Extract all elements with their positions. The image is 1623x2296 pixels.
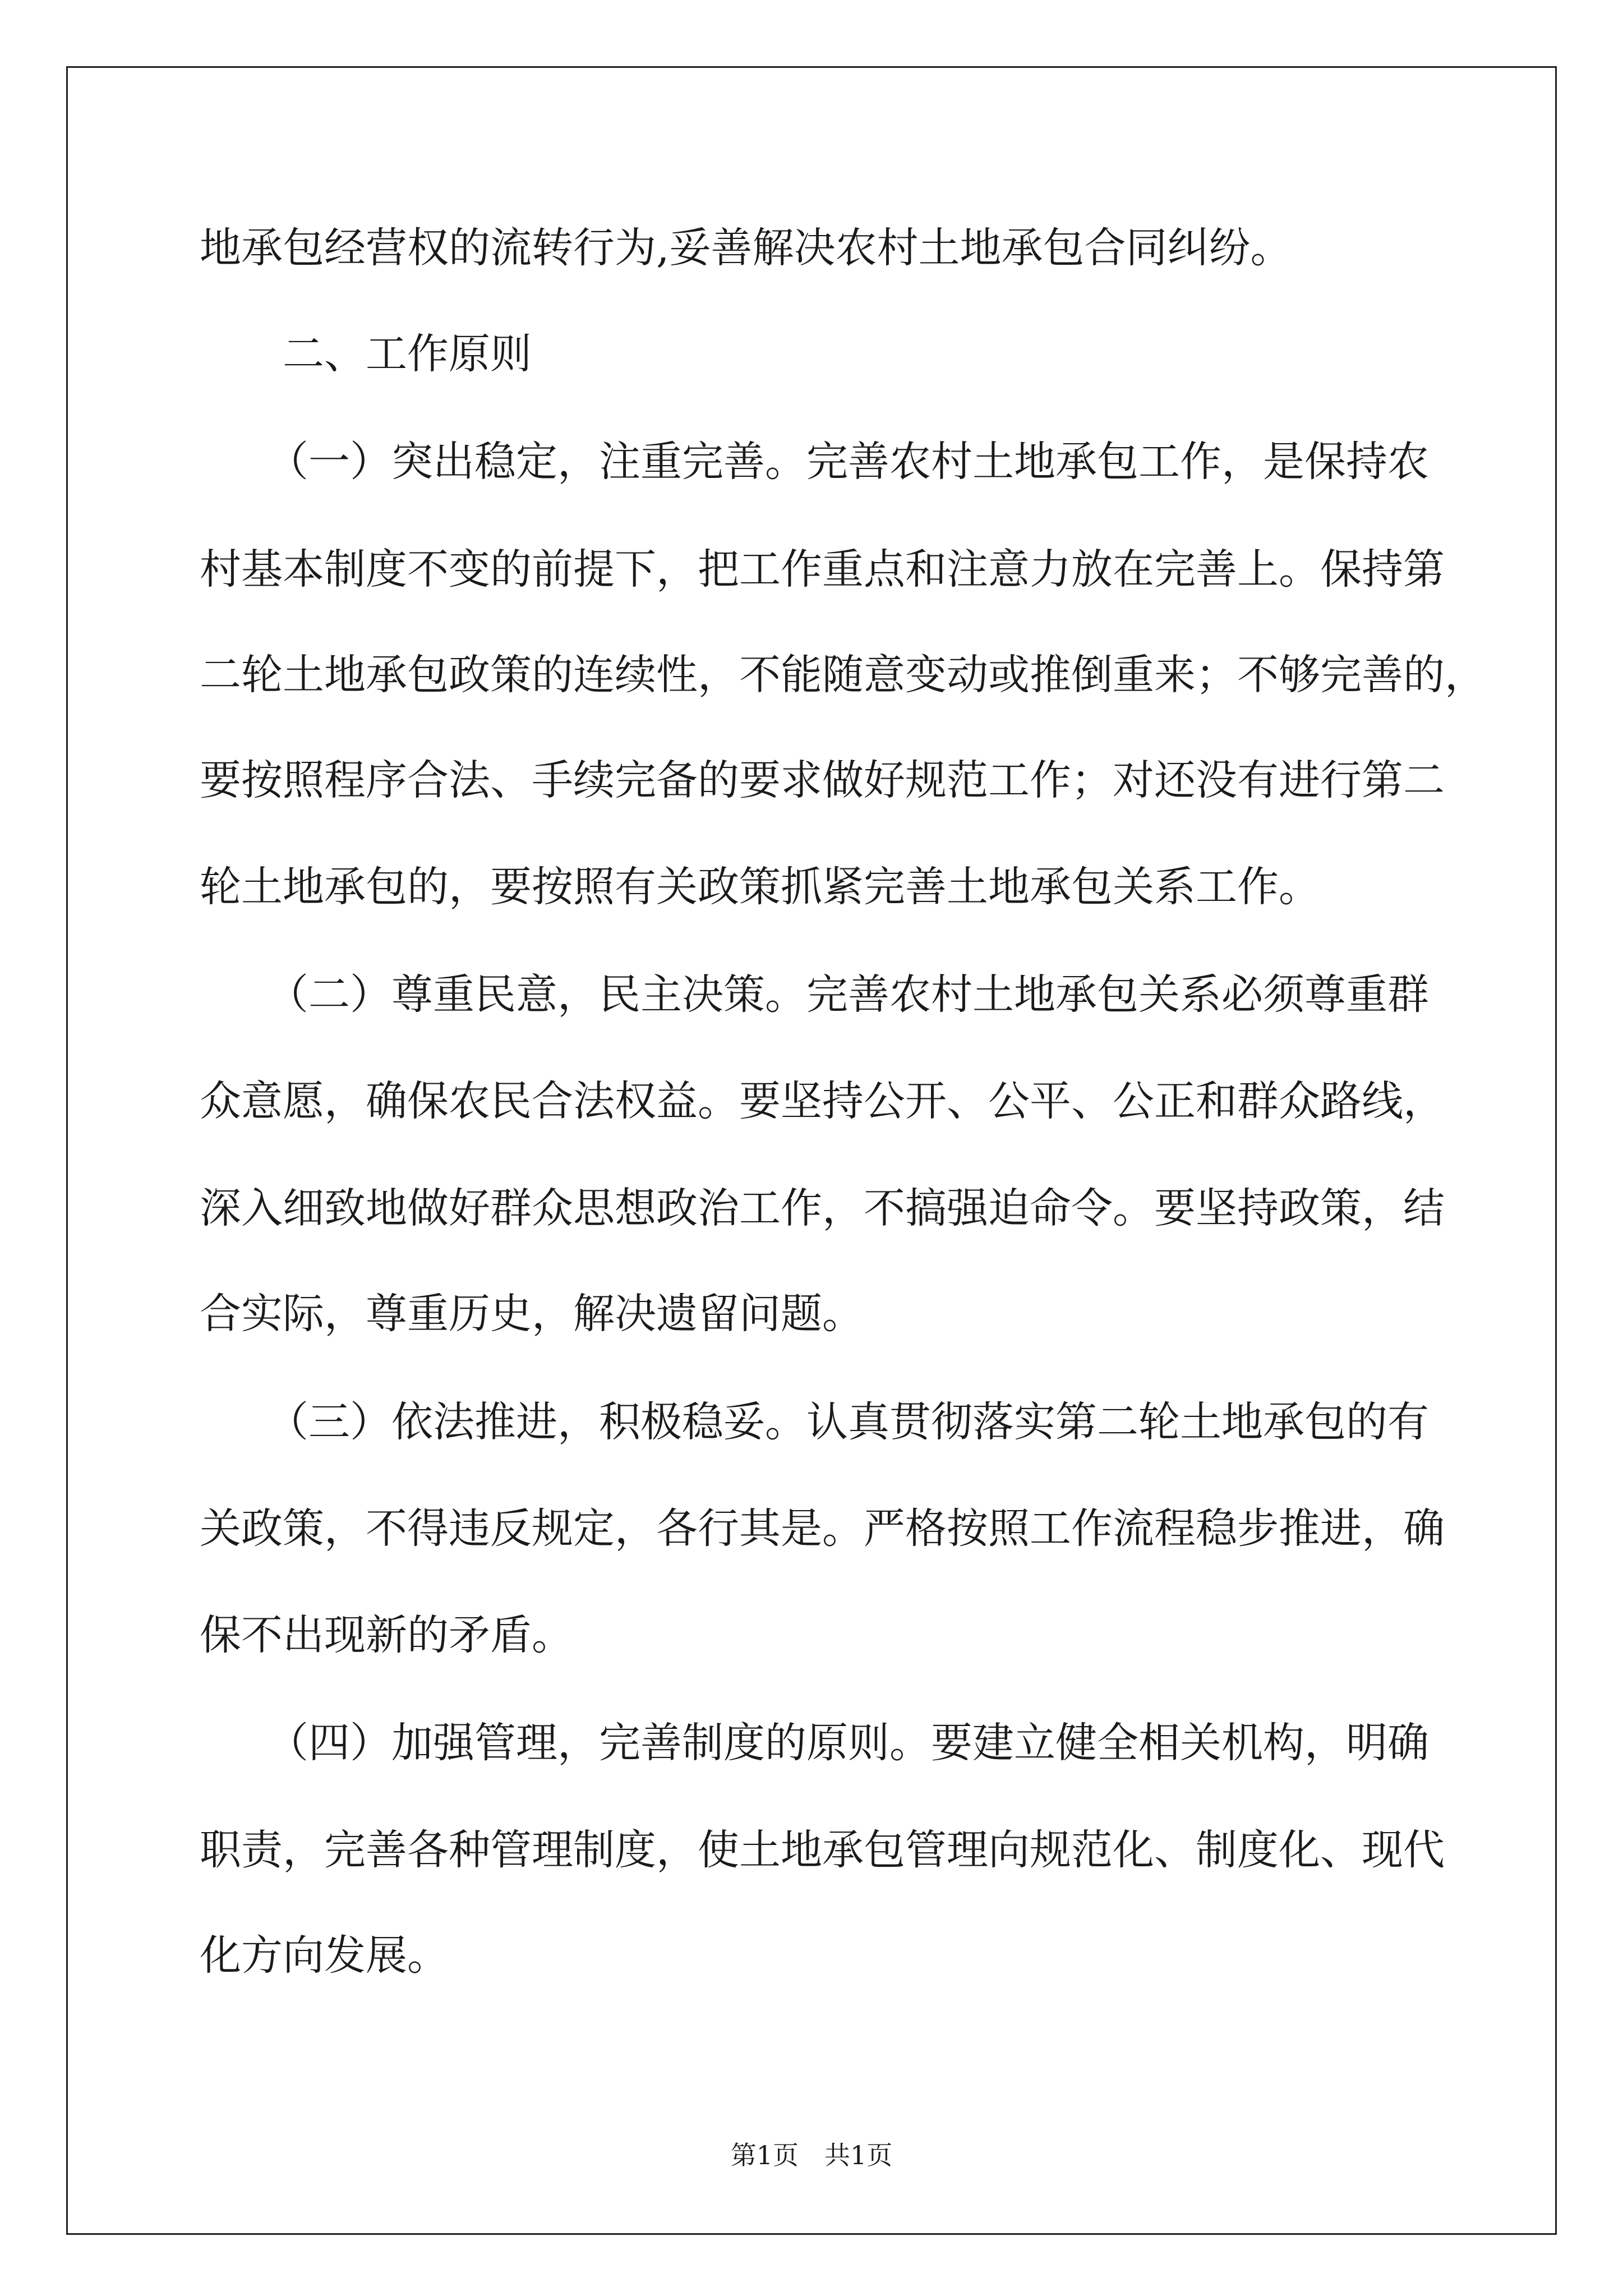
text-line: 轮土地承包的，要按照有关政策抓紧完善土地承包关系工作。 [200, 863, 1320, 911]
text-line: 要按照程序合法、手续完备的要求做好规范工作；对还没有进行第二 [200, 756, 1445, 804]
text-line: 关政策，不得违反规定，各行其是。严格按照工作流程稳步推进，确 [200, 1504, 1445, 1553]
text-line: 保不出现新的矛盾。 [200, 1611, 573, 1659]
text-line: 化方向发展。 [200, 1931, 449, 1980]
page-border [66, 66, 1557, 2235]
text-line: 众意愿，确保农民合法权益。要坚持公开、公平、公正和群众路线， [200, 1077, 1445, 1125]
text-line: （二）尊重民意，民主决策。完善农村土地承包关系必须尊重群 [267, 970, 1429, 1019]
text-line: （三）依法推进，积极稳妥。认真贯彻落实第二轮土地承包的有 [267, 1398, 1429, 1446]
text-line: 二轮土地承包政策的连续性，不能随意变动或推倒重来；不够完善的， [200, 651, 1486, 699]
text-line: 村基本制度不变的前提下，把工作重点和注意力放在完善上。保持第 [200, 545, 1445, 593]
section-heading: 二、工作原则 [283, 330, 532, 378]
text-line: 深入细致地做好群众思想政治工作，不搞强迫命令。要坚持政策，结 [200, 1184, 1445, 1232]
text-line: 职责，完善各种管理制度，使土地承包管理向规范化、制度化、现代 [200, 1826, 1445, 1874]
text-line: 合实际，尊重历史，解决遗留问题。 [200, 1290, 864, 1338]
page-number-footer: 第1页 共1页 [730, 2140, 893, 2170]
text-line: （一）突出稳定，注重完善。完善农村土地承包工作，是保持农 [267, 438, 1429, 486]
text-line: 地承包经营权的流转行为,妥善解决农村土地承包合同纠纷。 [200, 224, 1292, 272]
text-line: （四）加强管理，完善制度的原则。要建立健全相关机构，明确 [267, 1719, 1429, 1767]
